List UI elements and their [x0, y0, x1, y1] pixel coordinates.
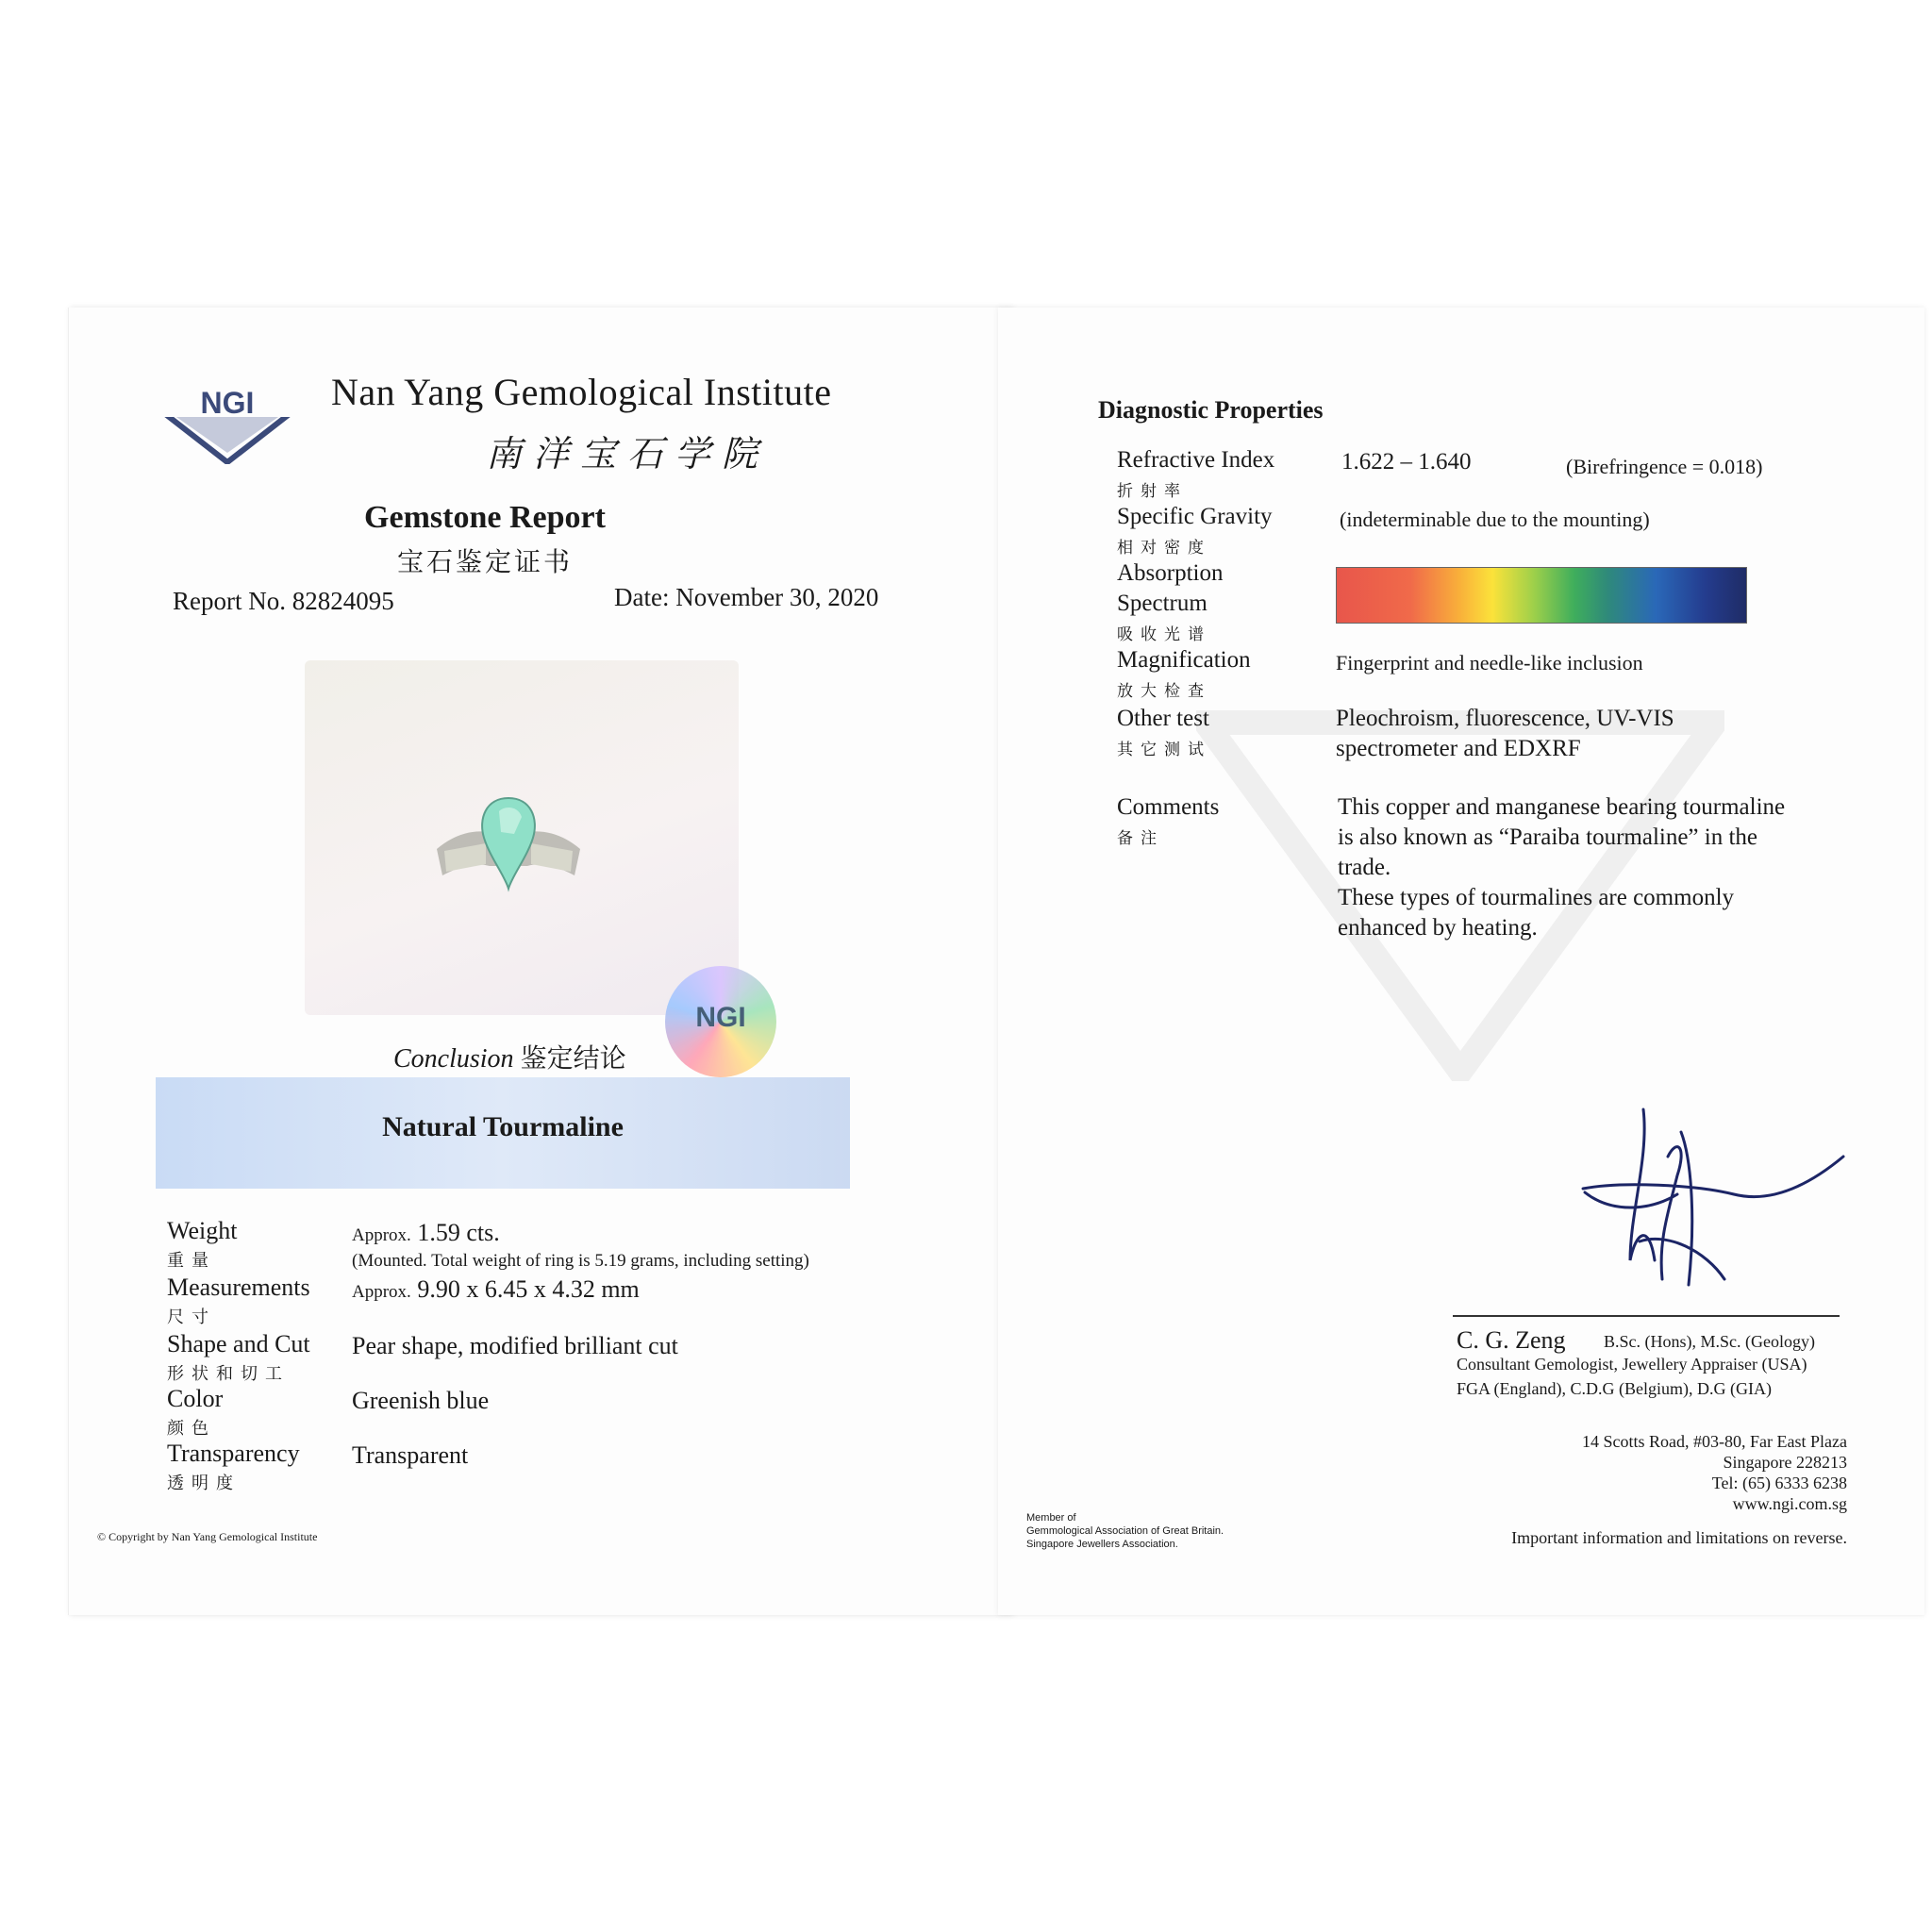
- signatory-title: Consultant Gemologist, Jewellery Appraiser (USA): [1457, 1355, 1807, 1374]
- sg-label-cn: 相对密度: [1117, 539, 1211, 557]
- report-title: Gemstone Report: [364, 500, 606, 535]
- left-page: [68, 308, 1012, 1615]
- weight-label: Weight: [167, 1217, 238, 1244]
- transparency-value: Transparent: [352, 1441, 469, 1469]
- membership-note: [1026, 1511, 1234, 1551]
- other-test-label-cn: 其它测试: [1117, 741, 1211, 758]
- weight-value: [352, 1219, 500, 1247]
- signatory-qualifications: B.Sc. (Hons), M.Sc. (Geology): [1604, 1332, 1815, 1351]
- color-label-cn: 颜色: [167, 1419, 216, 1438]
- ri-label: Refractive Index: [1117, 447, 1275, 473]
- report-number: Report No. 82824095: [173, 587, 394, 615]
- seal-text: NGI: [695, 1002, 746, 1033]
- conclusion-value: Natural Tourmaline: [382, 1111, 624, 1142]
- member-line-3: Singapore Jewellers Association.: [1026, 1539, 1178, 1550]
- shape-value: Pear shape, modified brilliant cut: [352, 1332, 678, 1359]
- absorption-label-cn: 吸收光谱: [1117, 625, 1211, 643]
- institute-name-cn: 南洋宝石学院: [486, 435, 770, 475]
- address-website: www.ngi.com.sg: [1732, 1494, 1847, 1513]
- magnification-label: Magnification: [1117, 647, 1251, 673]
- magnification-label-cn: 放大检查: [1117, 682, 1211, 700]
- absorption-spectrum: [1336, 567, 1747, 624]
- signatory-certifications: FGA (England), C.D.G (Belgium), D.G (GIA): [1457, 1379, 1772, 1398]
- member-line-2: Gemmological Association of Great Britain.: [1026, 1525, 1224, 1537]
- comment-line-2: is also known as “Paraiba tourmaline” in the: [1338, 824, 1758, 850]
- address-line-1: 14 Scotts Road, #03-80, Far East Plaza: [1582, 1432, 1847, 1451]
- other-test-value-1: Pleochroism, fluorescence, UV-VIS: [1336, 706, 1674, 731]
- diagnostic-title: Diagnostic Properties: [1098, 396, 1324, 424]
- magnification-value: Fingerprint and needle-like inclusion: [1336, 651, 1643, 675]
- ri-value: 1.622 – 1.640: [1341, 449, 1472, 475]
- measurements-value-text: 9.90 x 6.45 x 4.32 mm: [417, 1275, 640, 1303]
- comments-label: Comments: [1117, 794, 1220, 820]
- gemstone-photo: [305, 660, 739, 1015]
- right-page: [998, 308, 1924, 1615]
- transparency-label-cn: 透明度: [167, 1474, 241, 1492]
- measurements-prefix: Approx.: [352, 1282, 411, 1302]
- measurements-label: Measurements: [167, 1274, 310, 1301]
- weight-value-text: 1.59 cts.: [417, 1219, 500, 1246]
- important-notice: Important information and limitations on reverse.: [1511, 1528, 1847, 1547]
- shape-label: Shape and Cut: [167, 1330, 310, 1357]
- member-line-1: Member of: [1026, 1512, 1076, 1524]
- logo-text: NGI: [200, 386, 255, 420]
- ri-label-cn: 折射率: [1117, 482, 1188, 500]
- weight-note: (Mounted. Total weight of ring is 5.19 grams, including setting): [352, 1251, 809, 1271]
- measurements-value: [352, 1275, 640, 1304]
- sg-label: Specific Gravity: [1117, 504, 1273, 529]
- ring-image: [433, 791, 584, 894]
- sg-value: (indeterminable due to the mounting): [1340, 508, 1650, 531]
- weight-label-cn: 重量: [167, 1251, 216, 1270]
- other-test-label: Other test: [1117, 706, 1209, 731]
- transparency-label: Transparency: [167, 1440, 300, 1467]
- comment-line-5: enhanced by heating.: [1338, 915, 1538, 941]
- other-test-value-2: spectrometer and EDXRF: [1336, 736, 1581, 761]
- address-line-2: Singapore 228213: [1723, 1453, 1847, 1472]
- report-title-cn: 宝石鉴定证书: [396, 548, 573, 577]
- weight-prefix: Approx.: [352, 1225, 411, 1245]
- comments-label-cn: 备注: [1117, 829, 1164, 847]
- absorption-label-2: Spectrum: [1117, 591, 1208, 616]
- comment-line-1: This copper and manganese bearing tourmaline: [1338, 794, 1786, 820]
- ngi-logo-icon: [139, 383, 316, 464]
- color-label: Color: [167, 1385, 224, 1412]
- institute-name: Nan Yang Gemological Institute: [331, 371, 832, 413]
- address-phone: Tel: (65) 6333 6238: [1711, 1474, 1847, 1492]
- signatory-name: C. G. Zeng: [1457, 1326, 1566, 1354]
- conclusion-label-cn: 鉴定结论: [520, 1044, 626, 1074]
- comment-line-3: trade.: [1338, 855, 1391, 880]
- hologram-seal: [665, 966, 776, 1077]
- color-value: Greenish blue: [352, 1387, 490, 1414]
- conclusion-label-en: Conclusion: [393, 1044, 514, 1074]
- birefringence: (Birefringence = 0.018): [1566, 455, 1763, 478]
- absorption-label-1: Absorption: [1117, 560, 1224, 586]
- comment-line-4: These types of tourmalines are commonly: [1338, 885, 1735, 910]
- report-date: Date: November 30, 2020: [614, 583, 879, 611]
- shape-label-cn: 形状和切工: [167, 1364, 290, 1383]
- signature-icon: [1489, 1100, 1847, 1289]
- signature-line: [1453, 1315, 1840, 1317]
- copyright-text: © Copyright by Nan Yang Gemological Institute: [97, 1530, 318, 1543]
- conclusion-label: [393, 1038, 626, 1075]
- measurements-label-cn: 尺寸: [167, 1307, 216, 1326]
